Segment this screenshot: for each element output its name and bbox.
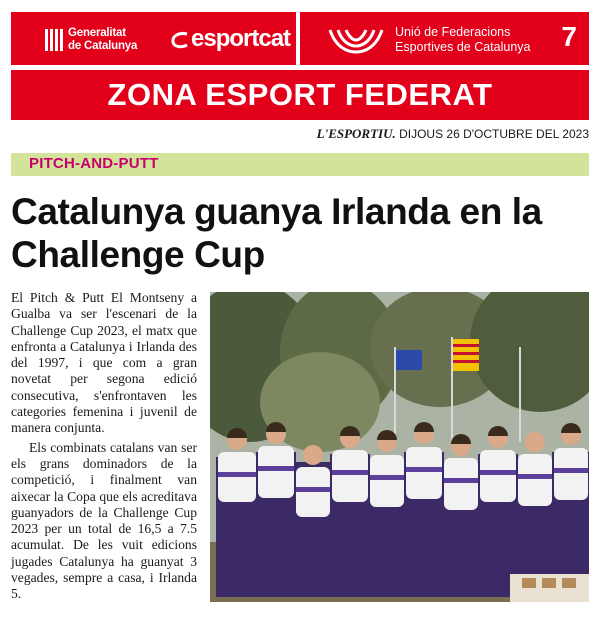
- ufec-name: [395, 25, 531, 55]
- generalitat-name: [68, 27, 137, 53]
- article-body: [11, 290, 197, 603]
- header-right-panel: [300, 12, 589, 65]
- dateline: [317, 126, 589, 142]
- ufec-line-1: Unió de Federacions: [395, 25, 511, 39]
- article-paragraph-2: Els combinats catalans van ser els grans dominadors de la competició, i finalment van aixecar la Copa que els acreditava guanyadors de la Challenge Cup 2023 per un total de 16,5 a 7.5 acumulat. De les vuit edicions jugades Catalunya ha guanyat 3 vegades, sempre a casa, i Irlanda 5.: [11, 439, 197, 602]
- sport-category-bar: [11, 153, 589, 176]
- article-paragraph-1: El Pitch & Putt El Montseny a Gualba va ser l'escenari de la Challenge Cup 2023, el matx que enfronta a Catalunya i Irlanda des del 1997, i que com a gran novetat per segona edició consecutiva, s'enfrontaven les categories femenina i juvenil de manera conjunta.: [11, 290, 197, 436]
- generalitat-line-2: de Catalunya: [68, 40, 138, 52]
- esportcat-logo-text: esportcat: [191, 25, 291, 52]
- sport-category-label: PITCH-AND-PUTT: [29, 155, 159, 172]
- ufec-line-2: Esportives de Catalunya: [395, 40, 531, 54]
- publication-name: L'ESPORTIU.: [316, 126, 396, 141]
- section-banner: ZONA ESPORT FEDERAT: [11, 70, 589, 120]
- team-photo-illustration: [210, 292, 589, 602]
- generalitat-line-1: Generalitat: [68, 27, 126, 39]
- generalitat-logo-icon: [45, 29, 63, 51]
- team-photo: [210, 292, 589, 602]
- esportcat-swoosh-icon: [169, 30, 191, 50]
- ufec-logo-icon: [328, 26, 384, 54]
- publication-date: DIJOUS 26 D'OCTUBRE DEL 2023: [399, 127, 589, 141]
- article-headline: Catalunya guanya Irlanda en la Challenge Cup: [11, 191, 542, 275]
- page-number: 7: [561, 21, 577, 52]
- header-left-panel: [11, 12, 296, 65]
